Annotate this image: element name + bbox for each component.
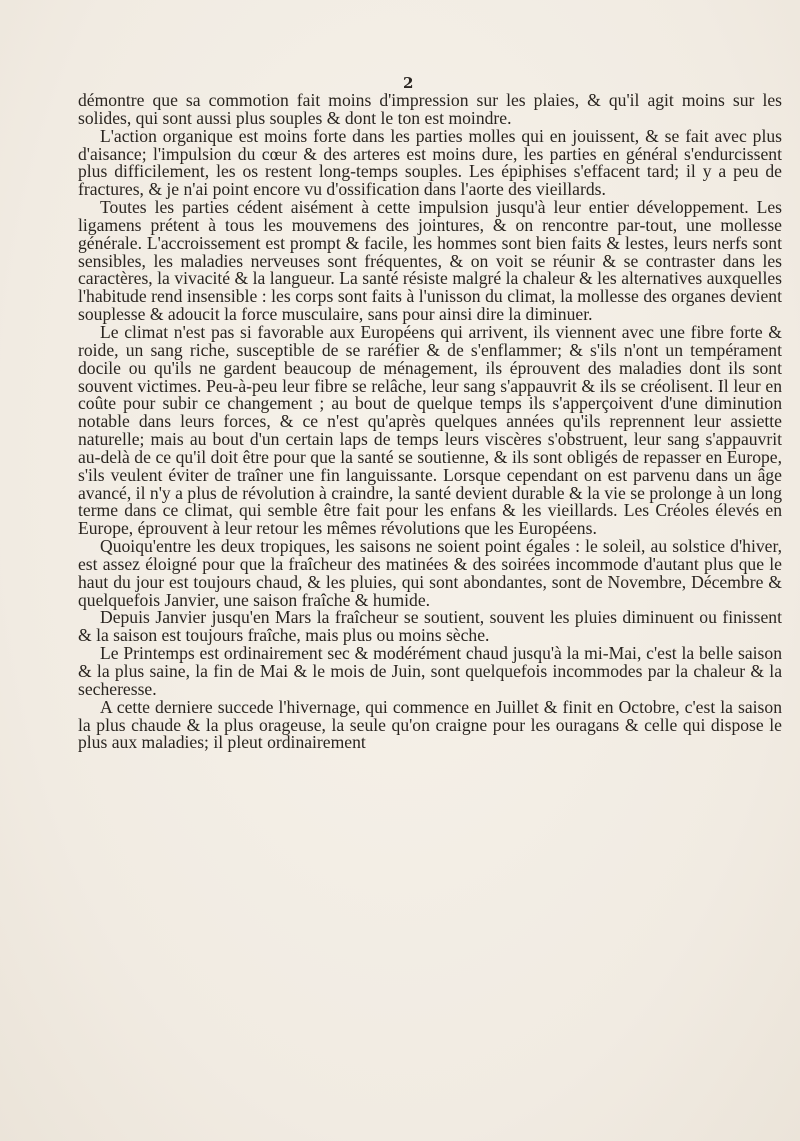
paragraph: Depuis Janvier jusqu'en Mars la fraîcheur se soutient, souvent les pluies diminuent ou finissent & la saison est toujours fraîche, mais plus ou moins sèche. (78, 607, 782, 646)
paragraph: Quoiqu'entre les deux tropiques, les saisons ne soient point égales : le soleil, au solstice d'hiver, est assez éloigné pour que la fraîcheur des matinées & des soirées incommode d'autant plus que le haut du jour est toujours chaud, & les pluies, qui sont abondantes, sont de Novembre, Décembre & quelquefois Janvier, une saison fraîche & humide. (78, 536, 782, 610)
paragraph: L'action organique est moins forte dans les parties molles qui en jouissent, & se fait avec plus d'aisance; l'impulsion du cœur & des arteres est moins dure, les parties en général s'endurcissent plus difficilement, les os restent long-temps souples. Les épiphises s'effacent tard; il y a peu de fractures, & je n'ai point encore vu d'ossification dans l'aorte des vieillards. (78, 125, 782, 200)
page-body (78, 92, 782, 752)
page-number: 2 (403, 74, 414, 92)
paragraph: A cette derniere succede l'hivernage, qui commence en Juillet & finit en Octobre, c'est la saison la plus chaude & la plus orageuse, la seule qu'on craigne pour les ouragans & celle qui dispose le plus aux maladies; il pleut ordinairement (78, 696, 782, 753)
paragraph: Le climat n'est pas si favorable aux Européens qui arrivent, ils viennent avec une fibre forte & roide, un sang riche, susceptible de se raréfier & de s'enflammer; & s'ils n'ont un tempérament docile ou qu'ils ne gardent beaucoup de ménagement, ils éprouvent des maladies dont ils sont souvent victimes. Peu-à-peu leur fibre se relâche, leur sang s'appauvrit & ils se créolisent. Il leur en coûte pour subir ce changement ; au bout de quelque temps ils s'apperçoivent d'une diminution notable dans leurs forces, & ce n'est qu'après quelques années qu'ils reprennent leur assiette naturelle; mais au bout d'un certain laps de temps leurs viscères s'obstruent, leur sang s'appauvrit au-delà de ce qu'il doit être pour que la santé se soutienne, & ils sont obligés de repasser en Europe, s'ils veulent éviter de traîner une fin languissante. Lorsque cependant on est parvenu dans un âge avancé, il n'y a plus de révolution à craindre, la santé devient durable & la vie se prolonge à un long terme dans ce climat, qui semble être fait pour les enfans & les vieillards. Les Créoles élevés en Europe, éprouvent à leur retour les mêmes révolutions que les Européens. (78, 321, 782, 539)
paragraph: Toutes les parties cédent aisément à cette impulsion jusqu'à leur entier développement. Les ligamens prétent à tous les mouvemens des jointures, & on rencontre par-tout, une mollesse générale. L'accroissement est prompt & facile, les hommes sont bien faits & lestes, leurs nerfs sont sensibles, les maladies nerveuses sont fréquentes, & on voit se réunir & se contraster dans les caractères, la vivacité & la langueur. La santé résiste malgré la chaleur & les alternatives auxquelles l'habitude rend insensible : les corps sont faits à l'unisson du climat, la mollesse des organes devient souplesse & adoucit la force musculaire, sans pour ainsi dire la diminuer. (78, 197, 782, 325)
paragraph: démontre que sa commotion fait moins d'impression sur les plaies, & qu'il agit moins sur les solides, qui sont aussi plus souples & dont le ton est moindre. (78, 90, 782, 128)
paragraph: Le Printemps est ordinairement sec & modérément chaud jusqu'à la mi-Mai, c'est la belle saison & la plus saine, la fin de Mai & le mois de Juin, sont quelquefois incommodes par la chaleur & la secheresse. (78, 643, 782, 699)
